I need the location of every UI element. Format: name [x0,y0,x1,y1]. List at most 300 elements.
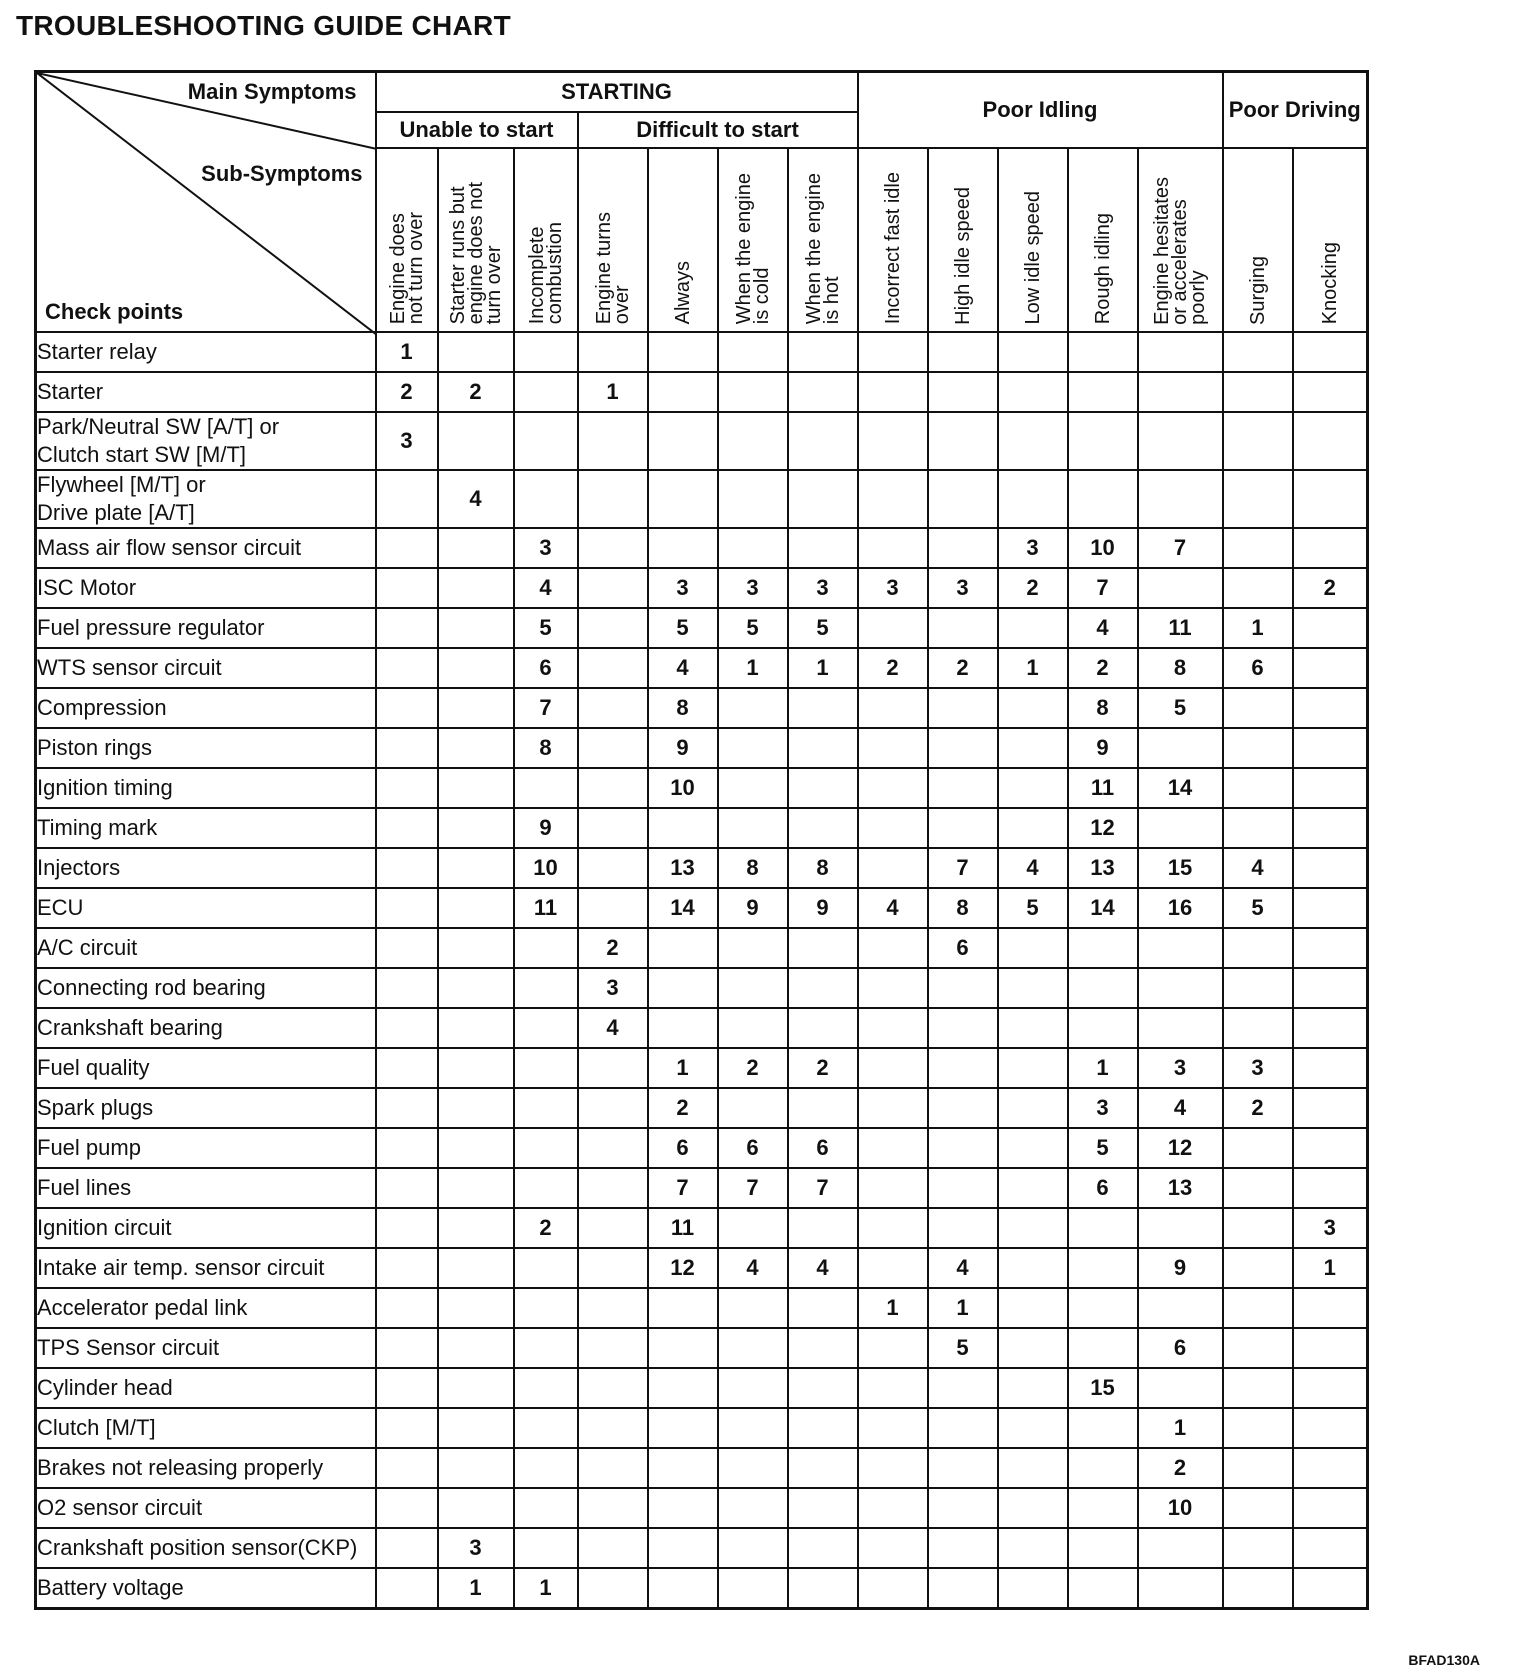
priority-cell [858,1128,928,1168]
priority-cell: 7 [648,1168,718,1208]
check-point-label: Clutch [M/T] [36,1408,376,1448]
priority-cell [1138,332,1223,372]
priority-cell: 6 [1223,648,1293,688]
priority-cell [1138,412,1223,470]
priority-cell: 1 [648,1048,718,1088]
priority-cell: 2 [928,648,998,688]
priority-cell [578,648,648,688]
priority-cell [788,1368,858,1408]
priority-cell [928,1208,998,1248]
priority-cell: 8 [718,848,788,888]
priority-cell [788,768,858,808]
priority-cell [788,1328,858,1368]
check-point-label: Compression [36,688,376,728]
priority-cell: 9 [718,888,788,928]
priority-cell [1138,1008,1223,1048]
priority-cell [1068,1408,1138,1448]
priority-cell: 13 [1068,848,1138,888]
priority-cell: 4 [1068,608,1138,648]
priority-cell [514,1448,578,1488]
table-row [36,768,1368,808]
priority-cell [998,1088,1068,1128]
priority-cell [718,1448,788,1488]
table-row [36,888,1368,928]
priority-cell [788,1568,858,1609]
priority-cell: 1 [788,648,858,688]
priority-cell [1068,1448,1138,1488]
priority-cell [514,768,578,808]
priority-cell [648,1328,718,1368]
priority-cell: 3 [858,568,928,608]
priority-cell [1138,968,1223,1008]
priority-cell: 2 [578,928,648,968]
priority-cell [1068,1248,1138,1288]
priority-cell [788,968,858,1008]
sub-symptom-header [1293,148,1368,332]
priority-cell [718,1008,788,1048]
table-row [36,1008,1368,1048]
priority-cell [858,470,928,528]
priority-cell [788,1288,858,1328]
priority-cell: 4 [1223,848,1293,888]
priority-cell [858,768,928,808]
check-point-label: Piston rings [36,728,376,768]
priority-cell [858,1408,928,1448]
unable-to-start-header: Unable to start [376,112,578,148]
priority-cell [1293,1008,1368,1048]
priority-cell [514,1368,578,1408]
priority-cell: 13 [1138,1168,1223,1208]
priority-cell [648,1568,718,1609]
priority-cell [928,372,998,412]
priority-cell [1068,1528,1138,1568]
priority-cell [578,848,648,888]
priority-cell [1138,928,1223,968]
table-row [36,1328,1368,1368]
priority-cell [858,1528,928,1568]
priority-cell [928,412,998,470]
priority-cell [1293,1288,1368,1328]
priority-cell [998,968,1068,1008]
priority-cell [718,1408,788,1448]
priority-cell [1138,372,1223,412]
priority-cell [514,372,578,412]
priority-cell [578,1248,648,1288]
priority-cell [1223,1008,1293,1048]
priority-cell [998,608,1068,648]
priority-cell [718,1288,788,1328]
priority-cell [648,1528,718,1568]
priority-cell [998,808,1068,848]
priority-cell [376,1128,438,1168]
priority-cell [718,728,788,768]
priority-cell: 10 [1068,528,1138,568]
priority-cell [578,1528,648,1568]
priority-cell [1293,728,1368,768]
priority-cell: 4 [514,568,578,608]
priority-cell [376,1208,438,1248]
priority-cell [998,1488,1068,1528]
priority-cell [858,1448,928,1488]
priority-cell [998,688,1068,728]
priority-cell: 7 [788,1168,858,1208]
priority-cell [376,1528,438,1568]
priority-cell [438,1208,514,1248]
priority-cell [998,1528,1068,1568]
priority-cell [578,728,648,768]
priority-cell [514,332,578,372]
priority-cell [1293,808,1368,848]
troubleshooting-table [34,70,1369,1610]
priority-cell [648,808,718,848]
check-point-label: A/C circuit [36,928,376,968]
priority-cell [648,412,718,470]
priority-cell [858,1248,928,1288]
table-row [36,1168,1368,1208]
priority-cell [438,1488,514,1528]
priority-cell [1138,1568,1223,1609]
priority-cell [928,470,998,528]
priority-cell [438,808,514,848]
priority-cell [928,688,998,728]
priority-cell [788,688,858,728]
priority-cell [438,768,514,808]
priority-cell [578,470,648,528]
priority-cell [1223,1568,1293,1609]
priority-cell [1293,888,1368,928]
priority-cell: 4 [1138,1088,1223,1128]
starting-header: STARTING [376,72,858,112]
priority-cell [1068,372,1138,412]
priority-cell: 2 [788,1048,858,1088]
priority-cell [376,470,438,528]
priority-cell [858,1088,928,1128]
priority-cell [928,1088,998,1128]
priority-cell [1293,688,1368,728]
priority-cell [1223,1128,1293,1168]
priority-cell [718,928,788,968]
priority-cell: 1 [376,332,438,372]
priority-cell: 10 [1138,1488,1223,1528]
priority-cell: 3 [1138,1048,1223,1088]
priority-cell: 1 [718,648,788,688]
check-point-label: ECU [36,888,376,928]
priority-cell: 1 [858,1288,928,1328]
priority-cell [858,412,928,470]
check-point-label: Mass air flow sensor circuit [36,528,376,568]
priority-cell [788,1528,858,1568]
priority-cell [376,1328,438,1368]
priority-cell [438,1368,514,1408]
priority-cell [858,1168,928,1208]
priority-cell [928,1568,998,1609]
priority-cell [578,1368,648,1408]
priority-cell [1293,848,1368,888]
priority-cell [1293,412,1368,470]
table-row [36,688,1368,728]
priority-cell [718,768,788,808]
priority-cell [1138,808,1223,848]
priority-cell [718,470,788,528]
priority-cell: 5 [788,608,858,648]
priority-cell [648,1488,718,1528]
priority-cell [438,1008,514,1048]
sub-symptom-header [788,148,858,332]
priority-cell [648,332,718,372]
priority-cell [438,1048,514,1088]
priority-cell: 9 [648,728,718,768]
table-row [36,1528,1368,1568]
priority-cell [1223,1448,1293,1488]
priority-cell [438,1408,514,1448]
priority-cell: 4 [788,1248,858,1288]
priority-cell [718,1568,788,1609]
check-point-label: Fuel pump [36,1128,376,1168]
priority-cell: 3 [438,1528,514,1568]
priority-cell [858,848,928,888]
priority-cell [928,1368,998,1408]
priority-cell [578,1328,648,1368]
priority-cell: 3 [578,968,648,1008]
priority-cell [438,728,514,768]
priority-cell [1223,1408,1293,1448]
check-point-label: Battery voltage [36,1568,376,1609]
sub-symptom-label: Always [671,261,694,325]
sub-symptom-label: Incomplete combustion [525,222,566,325]
priority-cell [858,1568,928,1609]
sub-symptom-label: High idle speed [951,186,974,325]
priority-cell [376,1168,438,1208]
priority-cell: 16 [1138,888,1223,928]
priority-cell [788,808,858,848]
priority-cell [1138,728,1223,768]
table-row [36,1128,1368,1168]
priority-cell: 9 [1138,1248,1223,1288]
priority-cell [376,808,438,848]
priority-cell [376,728,438,768]
sub-symptom-label: Incorrect fast idle [881,172,904,325]
priority-cell: 5 [514,608,578,648]
priority-cell [998,1368,1068,1408]
check-point-label: Intake air temp. sensor circuit [36,1248,376,1288]
priority-cell [788,1448,858,1488]
priority-cell [998,1208,1068,1248]
sub-symptom-label: Engine hesitates or accelerates poorly [1151,176,1209,325]
priority-cell [376,1008,438,1048]
priority-cell [928,332,998,372]
check-point-label: Crankshaft position sensor(CKP) [36,1528,376,1568]
priority-cell [1223,1488,1293,1528]
priority-cell [648,1368,718,1408]
priority-cell [998,470,1068,528]
priority-cell [858,528,928,568]
priority-cell: 4 [998,848,1068,888]
priority-cell: 11 [648,1208,718,1248]
poor-idling-header: Poor Idling [858,72,1223,148]
priority-cell: 5 [718,608,788,648]
table-row [36,1088,1368,1128]
priority-cell: 2 [648,1088,718,1128]
priority-cell: 9 [788,888,858,928]
table-row [36,648,1368,688]
priority-cell [1293,1128,1368,1168]
check-point-label: Timing mark [36,808,376,848]
priority-cell [376,848,438,888]
check-point-label: Starter relay [36,332,376,372]
main-symptoms-label: Main Symptoms [187,79,357,104]
priority-cell: 3 [788,568,858,608]
table-row [36,1248,1368,1288]
priority-cell [376,928,438,968]
priority-cell [648,1288,718,1328]
priority-cell [1223,968,1293,1008]
priority-cell [858,968,928,1008]
priority-cell [928,1528,998,1568]
priority-cell [1223,332,1293,372]
priority-cell [514,1408,578,1448]
priority-cell: 2 [1293,568,1368,608]
sub-symptom-label: Knocking [1318,242,1341,325]
priority-cell [718,808,788,848]
priority-cell [1068,1328,1138,1368]
priority-cell: 7 [928,848,998,888]
sub-symptom-header [376,148,438,332]
priority-cell [718,688,788,728]
priority-cell [376,888,438,928]
priority-cell [514,928,578,968]
priority-cell [858,372,928,412]
priority-cell [998,1128,1068,1168]
priority-cell [1293,648,1368,688]
priority-cell [998,1248,1068,1288]
priority-cell [1223,372,1293,412]
priority-cell [1293,768,1368,808]
priority-cell: 2 [718,1048,788,1088]
priority-cell [648,470,718,528]
priority-cell: 1 [928,1288,998,1328]
priority-cell: 3 [376,412,438,470]
priority-cell [858,928,928,968]
sub-symptom-header [514,148,578,332]
sub-symptom-header [718,148,788,332]
priority-cell [1138,1288,1223,1328]
priority-cell [438,1288,514,1328]
priority-cell [514,1528,578,1568]
priority-cell [514,1168,578,1208]
priority-cell [718,1488,788,1528]
priority-cell [998,412,1068,470]
priority-cell: 3 [1068,1088,1138,1128]
figure-code: BFAD130A [1408,1652,1480,1668]
priority-cell [928,528,998,568]
sub-symptom-header [648,148,718,332]
table-row [36,332,1368,372]
priority-cell: 6 [718,1128,788,1168]
priority-cell [718,528,788,568]
priority-cell [1293,1568,1368,1609]
priority-cell [438,1448,514,1488]
priority-cell [376,1088,438,1128]
priority-cell [788,928,858,968]
priority-cell [788,728,858,768]
priority-cell [438,888,514,928]
sub-symptom-label: When the engine is hot [802,173,843,325]
table-row [36,1408,1368,1448]
check-point-label: TPS Sensor circuit [36,1328,376,1368]
priority-cell: 7 [718,1168,788,1208]
priority-cell [1223,1328,1293,1368]
priority-cell: 15 [1068,1368,1138,1408]
priority-cell [648,1008,718,1048]
priority-cell [438,568,514,608]
sub-symptom-label: Rough idling [1091,213,1114,325]
table-row [36,412,1368,470]
priority-cell [578,412,648,470]
priority-cell [438,968,514,1008]
priority-cell [718,1088,788,1128]
priority-cell [578,688,648,728]
priority-cell [376,968,438,1008]
check-point-label: Starter [36,372,376,412]
priority-cell: 5 [1223,888,1293,928]
sub-symptom-label: Surging [1246,255,1269,325]
priority-cell: 1 [514,1568,578,1609]
priority-cell: 8 [648,688,718,728]
sub-symptom-label: Engine does not turn over [386,212,427,325]
priority-cell: 4 [648,648,718,688]
priority-cell [928,1448,998,1488]
sub-symptom-label: Engine turns over [592,212,633,325]
priority-cell: 11 [514,888,578,928]
priority-cell: 15 [1138,848,1223,888]
priority-cell [1223,1168,1293,1208]
priority-cell [1293,470,1368,528]
priority-cell [858,608,928,648]
check-point-label: WTS sensor circuit [36,648,376,688]
table-row [36,1288,1368,1328]
priority-cell: 1 [578,372,648,412]
priority-cell [578,608,648,648]
priority-cell [788,332,858,372]
priority-cell [438,1088,514,1128]
priority-cell [514,1008,578,1048]
sub-symptom-label: Low idle speed [1021,191,1044,325]
check-point-label: Cylinder head [36,1368,376,1408]
sub-symptom-header [438,148,514,332]
priority-cell: 3 [718,568,788,608]
priority-cell [788,1408,858,1448]
priority-cell [788,1208,858,1248]
priority-cell [1223,1208,1293,1248]
priority-cell: 6 [1068,1168,1138,1208]
sub-symptom-header [1068,148,1138,332]
priority-cell [1293,332,1368,372]
sub-symptom-header [1138,148,1223,332]
priority-cell [998,1448,1068,1488]
priority-cell [718,1528,788,1568]
priority-cell [376,608,438,648]
priority-cell [928,1168,998,1208]
priority-cell [998,372,1068,412]
check-point-label: Ignition circuit [36,1208,376,1248]
priority-cell: 3 [1293,1208,1368,1248]
table-row [36,608,1368,648]
priority-cell [788,528,858,568]
priority-cell: 8 [788,848,858,888]
priority-cell [1293,968,1368,1008]
priority-cell [858,808,928,848]
priority-cell: 2 [438,372,514,412]
